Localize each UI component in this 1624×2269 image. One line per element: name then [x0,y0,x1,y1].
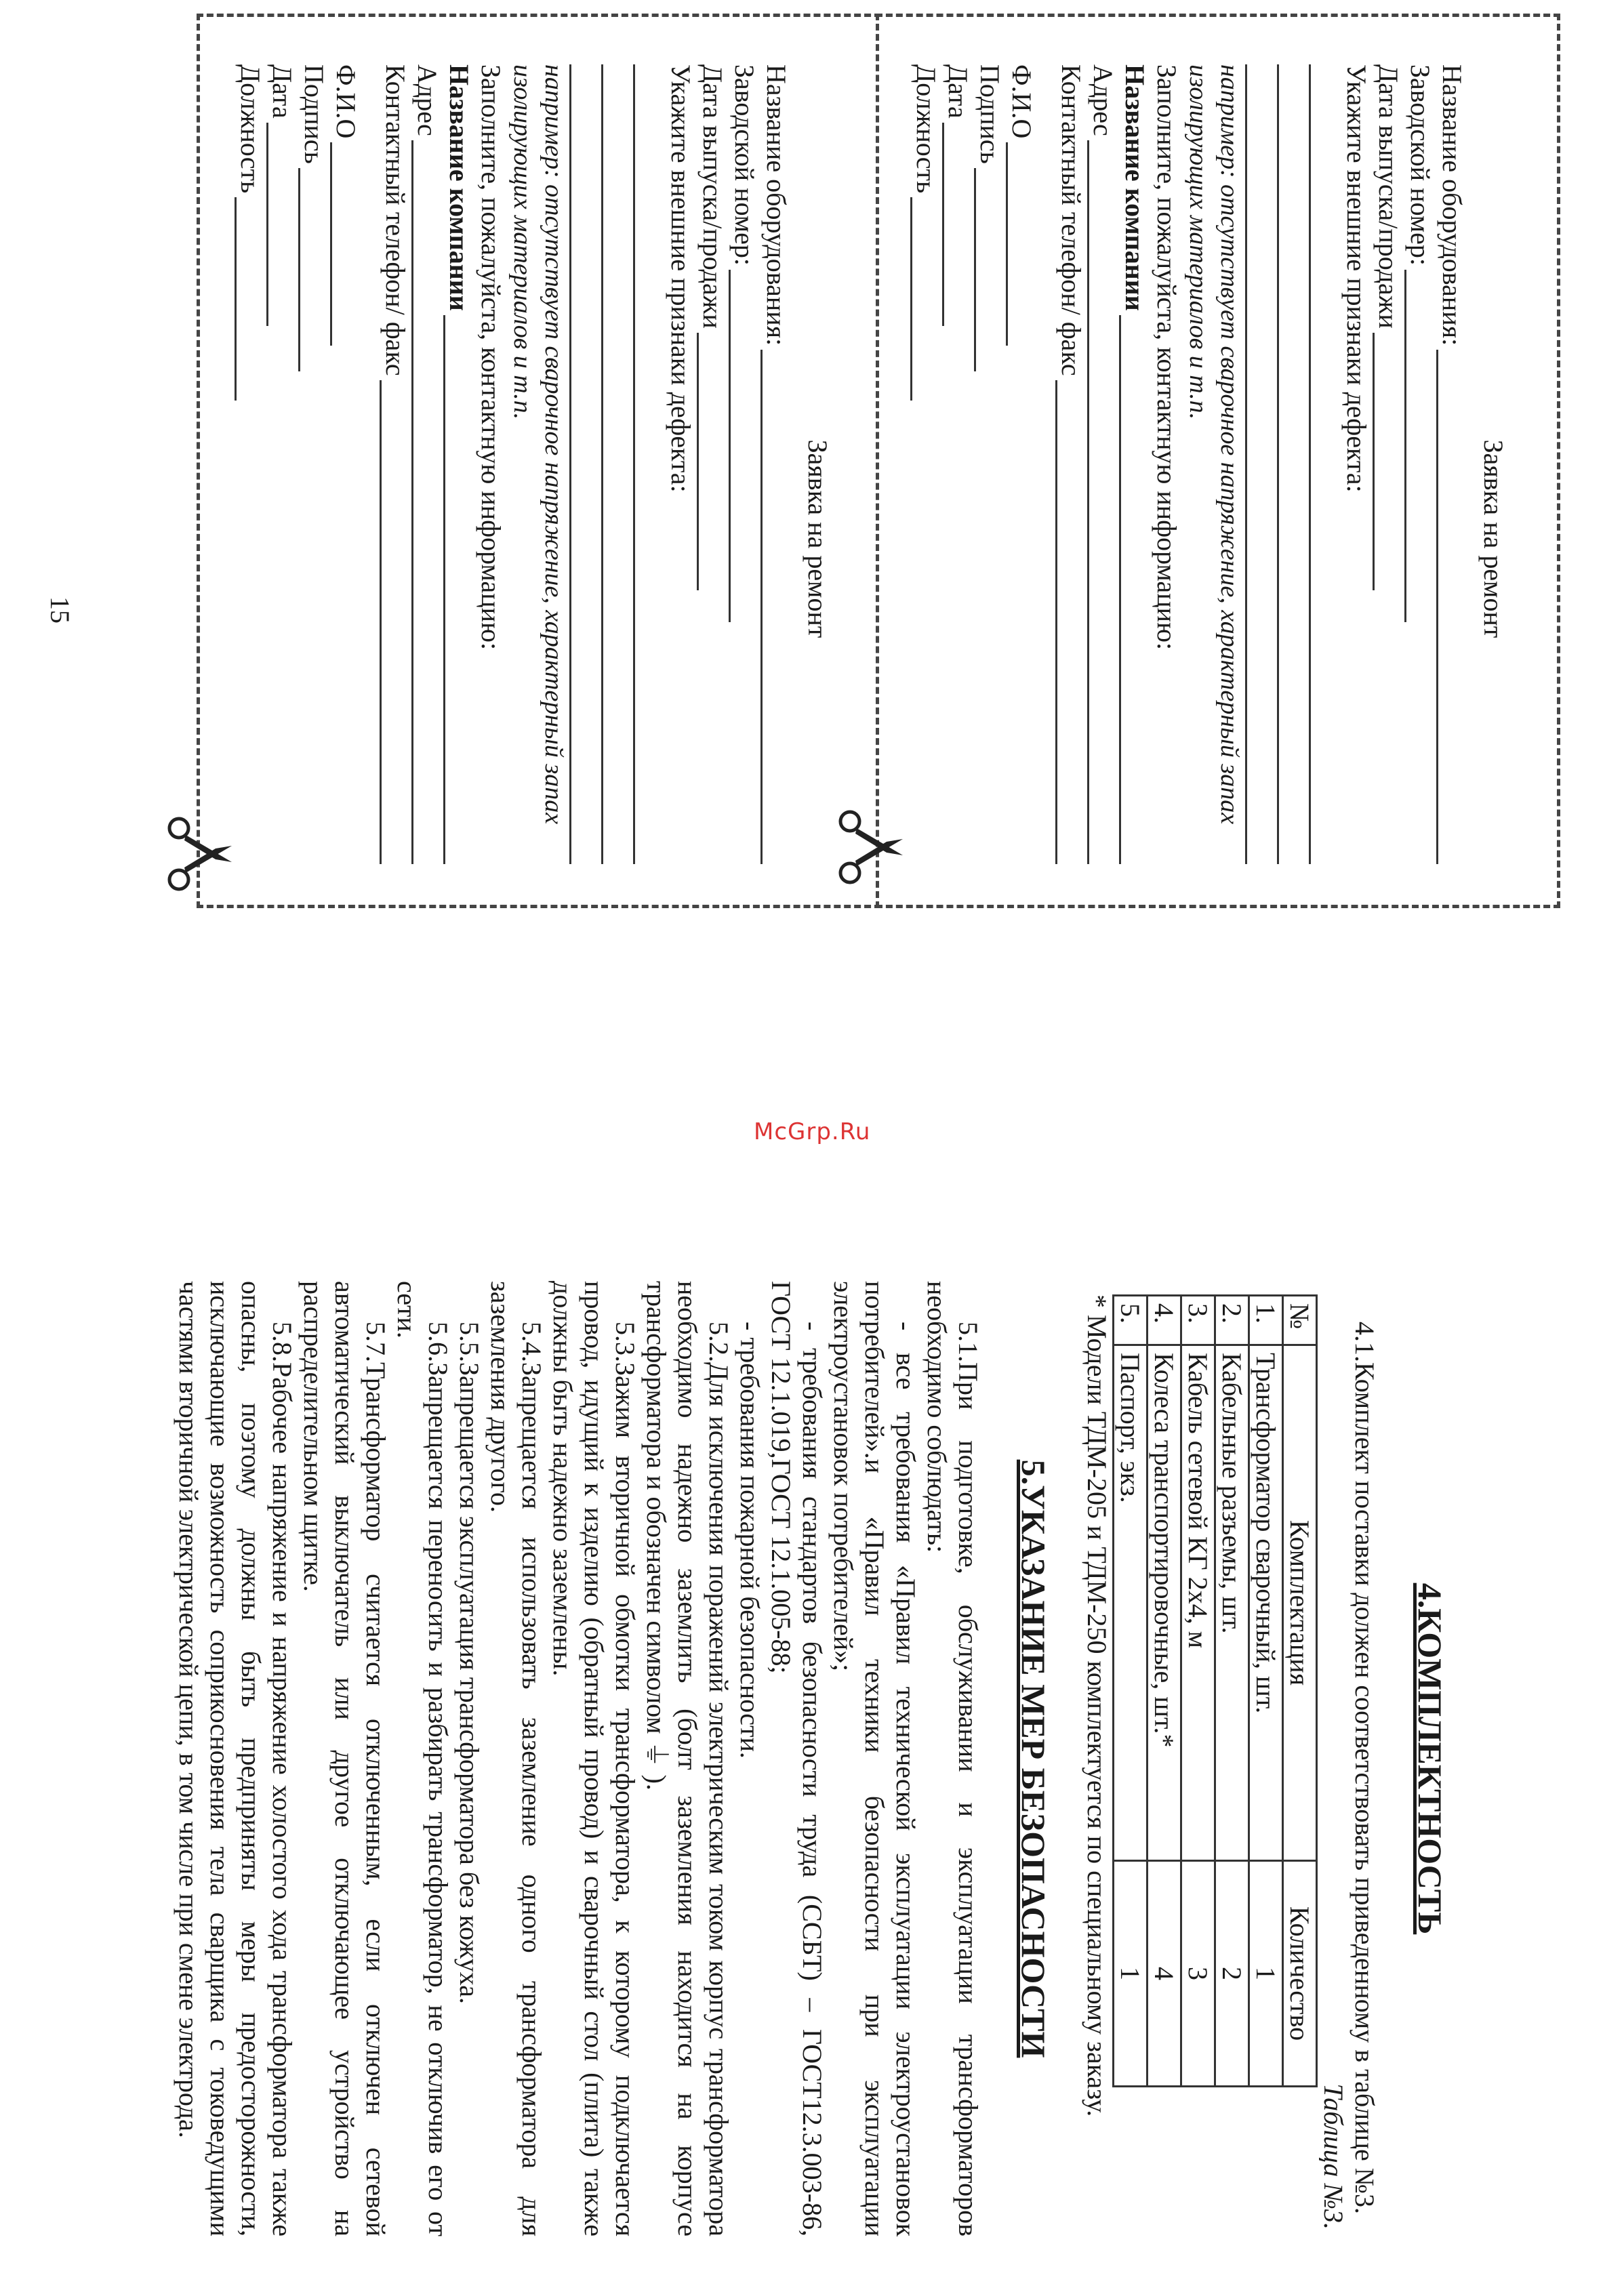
kit-table [1112,1294,1318,2087]
section5-p3: 5.3.Зажим вторичной обмотки трансформатора, к которому подключается провод, идущий к изделию (обратный провод) и сварочный стол (плита) также должны быть надежно заземлены. [548,1281,641,2236]
defect-example: например: отсутствует сварочное напряжение, характерный запах изолирующих материалов и т.п. [508,64,568,825]
date-field[interactable]: Дата [942,64,974,864]
contact-prompt: Заполните, пожалуйста, контактную информацию: [476,64,506,651]
section5-p8: 5.8.Рабочее напряжение и напряжение холостого хода трансформатора также опасны, поэтому должны быть предприняты меры предосторожности, исключающие возможность соприкосновения тела сварщика с токоведущими частями вторичной электрической цепи, в том числе при смене электрода. [174,1281,298,2236]
section4-title: 4.КОМПЛЕКТНОСТЬ [1411,1582,1449,1935]
row-item: Трансформатор сварочный, шт. [1249,1345,1283,1861]
row-num: 3. [1181,1296,1215,1345]
section5-p1b: - требования стандартов безопасности труда (ССБТ) – ГОСТ12.3.003-86, ГОСТ 12.1.019,ГОСТ 12.1.005-88; [766,1281,828,2236]
defect-line-1[interactable] [633,64,665,864]
table-note: * Модели ТДМ-205 и ТДМ-250 комплектуется по специальному заказу. [1082,1294,1112,2117]
repair-forms-panel [34,14,1567,908]
table-row [1148,1296,1181,2087]
row-item: Кабель сетевой КГ 2х4, м [1181,1345,1215,1861]
watermark-text: McGrp.Ru [754,1118,871,1145]
section4-intro: 4.1.Комплект поставки должен соответствовать приведенному в таблице №3. [1349,1322,1380,2214]
release-date-field[interactable]: Дата выпуска/продажи [697,64,729,864]
row-qty: 1 [1114,1861,1148,2087]
section5-p4: 5.4.Запрещается использовать заземление одного трансформатора для заземления другого. [485,1281,547,2236]
contact-prompt: Заполните, пожалуйста, контактную информацию: [1152,64,1182,651]
row-item: Кабельные разъемы, шт. [1215,1345,1249,1861]
fio-field[interactable]: Ф.И.О [330,64,362,864]
company-field[interactable]: Название компании [443,64,475,864]
signature-field[interactable]: Подпись [298,64,330,864]
position-field[interactable]: Должность [235,64,266,864]
section5-p1a: - все требования «Правил технической эксплуатации электроустановок потребителей».и «Правил техники безопасности при эксплуатации электроустановок потребителей»; [828,1281,921,2236]
repair-form-1 [876,14,1560,908]
page-number-right: 15 [45,596,75,624]
scissors-icon [164,813,239,895]
section5-p2: 5.2.Для исключения поражений электрическим током корпус трансформатора необходимо надежно заземлить (болт заземления находится на корпусе трансформатора и обозначен символом ⏚ ). [641,1281,734,2236]
defect-line-2[interactable] [1277,64,1309,864]
address-field[interactable]: Адрес [1087,64,1119,864]
section5-p5: 5.5.Запрещается эксплуатация трансформатора без кожуха. [454,1322,485,2004]
defect-line-3[interactable] [1245,64,1277,864]
table-row [1215,1296,1249,2087]
defect-line-1[interactable] [1309,64,1341,864]
serial-number-field[interactable]: Заводской номер: [729,64,760,864]
row-num: 1. [1249,1296,1283,1345]
table-row [1114,1296,1148,2087]
row-item: Колеса транспортировочные, шт.* [1148,1345,1181,1861]
row-qty: 3 [1181,1861,1215,2087]
signature-field[interactable]: Подпись [974,64,1006,864]
equipment-name-field[interactable]: Название оборудования: [1436,64,1468,864]
defect-line-3[interactable] [569,64,601,864]
header-num: № [1283,1296,1317,1345]
header-qty: Количество [1283,1861,1317,2087]
header-item: Комплектация [1283,1345,1317,1861]
phone-field[interactable]: Контактный телефон/ факс [380,64,411,864]
scissors-icon [835,806,910,888]
address-field[interactable]: Адрес [411,64,443,864]
position-field[interactable]: Должность [910,64,942,864]
manual-sections-panel [136,1267,1450,2257]
row-qty: 4 [1148,1861,1181,2087]
row-num: 2. [1215,1296,1249,1345]
defect-label: Укажите внешние признаки дефекта: [1341,64,1372,493]
release-date-field[interactable]: Дата выпуска/продажи [1373,64,1404,864]
table-caption: Таблица №3. [1318,2083,1349,2230]
row-num: 5. [1114,1296,1148,1345]
table-row [1249,1296,1283,2087]
section5-title: 5.УКАЗАНИЕ МЕР БЕЗОПАСНОСТИ [1015,1459,1053,2058]
section5-p1c: - требования пожарной безопасности. [735,1322,765,1759]
phone-field[interactable]: Контактный телефон/ факс [1055,64,1087,864]
table-header-row [1283,1296,1317,2087]
section5-p6: 5.6.Запрещается переносить и разбирать трансформатор, не отключив его от сети. [392,1281,453,2236]
repair-form-title: Заявка на ремонт [1478,439,1509,638]
row-qty: 1 [1249,1861,1283,2087]
fio-field[interactable]: Ф.И.О [1006,64,1038,864]
repair-form-title: Заявка на ремонт [803,439,833,638]
company-field[interactable]: Название компании [1119,64,1151,864]
row-num: 4. [1148,1296,1181,1345]
equipment-name-field[interactable]: Название оборудования: [760,64,792,864]
defect-example: например: отсутствует сварочное напряжение, характерный запах изолирующих материалов и т.п. [1184,64,1244,825]
repair-form-2 [197,14,881,908]
serial-number-field[interactable]: Заводской номер: [1404,64,1436,864]
defect-line-2[interactable] [601,64,633,864]
table-row [1181,1296,1215,2087]
row-item: Паспорт, экз. [1114,1345,1148,1861]
date-field[interactable]: Дата [266,64,298,864]
row-qty: 2 [1215,1861,1249,2087]
section5-p1: 5.1.При подготовке, обслуживании и эксплуатации трансформаторов необходимо соблюдать: [922,1281,983,2236]
defect-label: Укажите внешние признаки дефекта: [666,64,696,493]
section5-p7: 5.7.Трансформатор считается отключенным, если отключен сетевой автоматический выключатель или другое отключающее устройство на распределительном щитке. [298,1281,391,2236]
